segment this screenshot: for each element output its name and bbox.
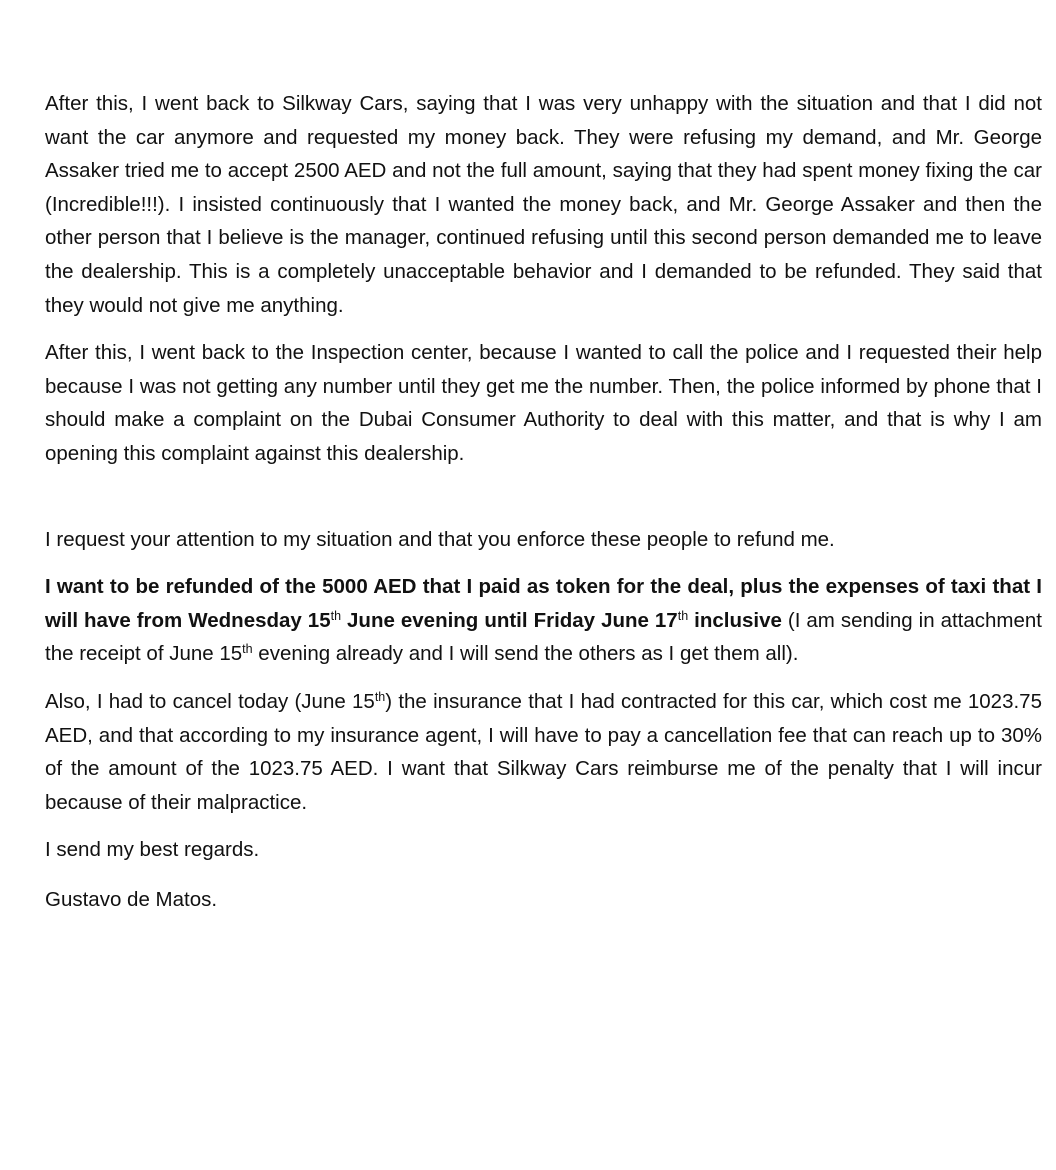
ordinal-suffix: th bbox=[242, 642, 253, 657]
letter-body bbox=[45, 87, 1042, 932]
refund-demand-text-2: evening already and I will send the others as I get them all). bbox=[252, 642, 799, 666]
signature: Gustavo de Matos. bbox=[45, 887, 218, 911]
ordinal-suffix: th bbox=[374, 689, 386, 704]
ordinal-suffix: th bbox=[677, 608, 689, 623]
refund-demand-bold-3: inclusive bbox=[688, 608, 782, 632]
paragraph-refund-demand bbox=[45, 570, 1042, 671]
refund-demand-text-1: (I am sending in attachment the receipt of June 15 bbox=[45, 608, 1043, 666]
insurance-text-1: Also, I had to cancel today (June 15 bbox=[45, 689, 375, 713]
ordinal-suffix: th bbox=[330, 608, 342, 623]
paragraph-inspection-center: After this, I went back to the Inspection center, because I wanted to call the police and I requested their help because I was not getting any number until they get me the number. Then, the police informed by phone that I should make a complaint on the Dubai Consumer Authority to deal with this matter, and that is why I am opening this complaint against this dealership. bbox=[45, 341, 1042, 465]
insurance-text-2: ) the insurance that I had contracted for this car, which cost me 1023.75 AED, and that according to my insurance agent, I will have to pay a cancellation fee that can reach up to 30% of the amount of the 1023.75 AED. I want that Silkway Cars reimburse me of the penalty that I will incur because of their malpractice. bbox=[45, 689, 1042, 814]
paragraph-insurance-cancellation bbox=[45, 685, 1042, 819]
closing-line: I send my best regards. bbox=[45, 838, 260, 862]
refund-demand-bold-2: June evening until Friday June 17 bbox=[341, 608, 678, 632]
paragraph-request-attention: I request your attention to my situation and that you enforce these people to refund me. bbox=[45, 527, 835, 551]
paragraph-return-to-dealer: After this, I went back to Silkway Cars, saying that I was very unhappy with the situation and that I did not want the car anymore and requested my money back. They were refusing my demand, and Mr. George Assaker tried me to accept 2500 AED and not the full amount, saying that they had spent money fixing the car (Incredible!!!). I insisted continuously that I wanted the money back, and Mr. George Assaker and then the other person that I believe is the manager, continued refusing until this second person demanded me to leave the dealership. This is a completely unacceptable behavior and I demanded to be refunded. They said that they would not give me anything. bbox=[45, 92, 1042, 317]
refund-demand-bold-1: I want to be refunded of the 5000 AED that I paid as token for the deal, plus the expenses of taxi that I will have from Wednesday 15 bbox=[45, 575, 1042, 632]
